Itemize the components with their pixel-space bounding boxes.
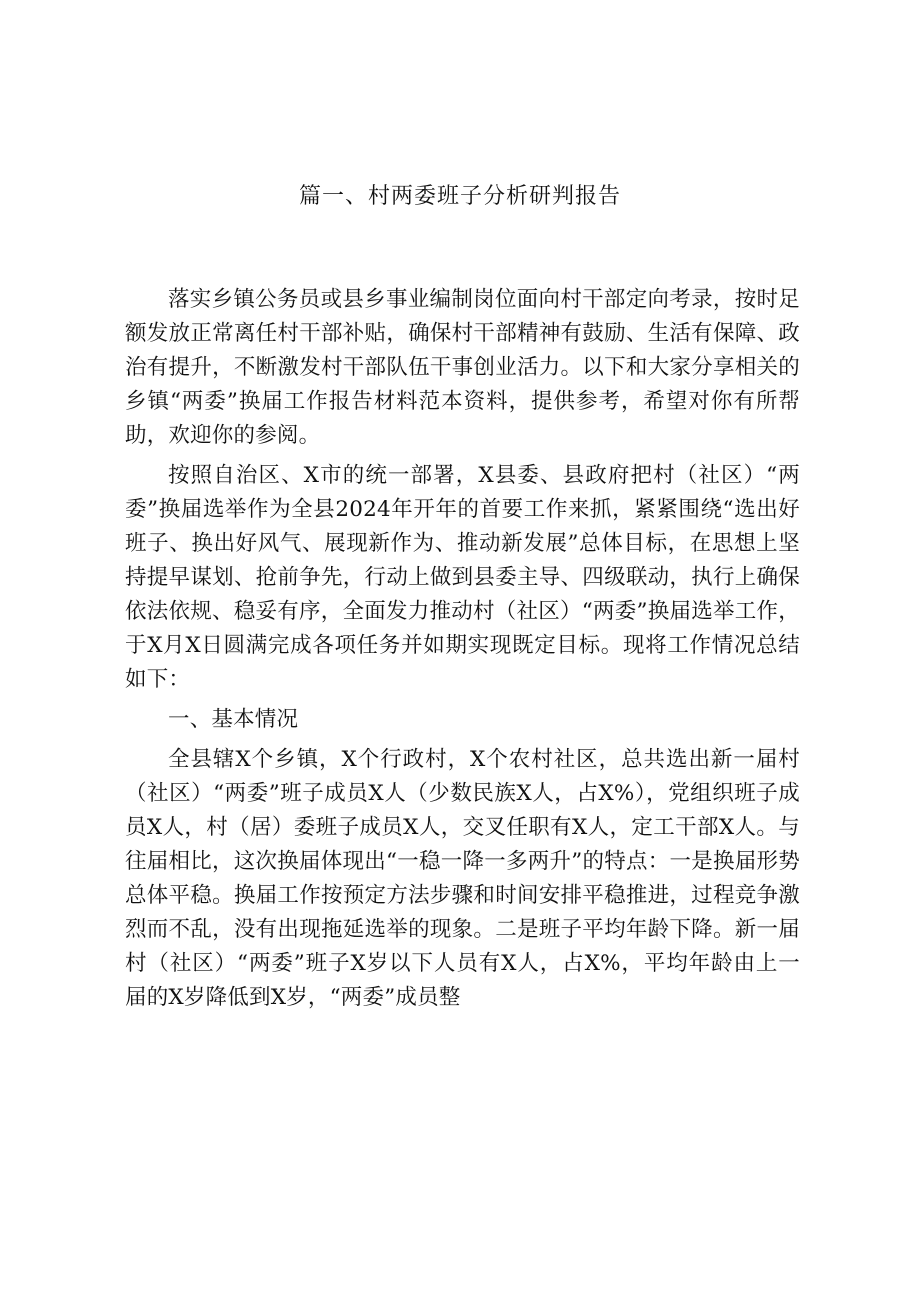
document-title: 篇一、村两委班子分析研判报告 bbox=[298, 184, 621, 209]
section-heading-basic-situation: 一、基本情况 bbox=[168, 707, 299, 732]
document-body bbox=[125, 283, 800, 1021]
basic-situation-paragraph: 全县辖X个乡镇，X个行政村，X个农村社区，总共选出新一届村（社区）“两委”班子成员X人（少数民族X人，占X%），党组织班子成员X人，村（居）委班子成员X人，交叉任职有X人，定工干部X人。与往届相比，这次换届体现出“一稳一降一多两升”的特点：一是换届形势总体平稳。换届工作按预定方法步骤和时间安排平稳推进，过程竞争激烈而不乱，没有出现拖延选举的现象。二是班子平均年龄下降。新一届村（社区）“两委”班子X岁以下人员有X人，占X%，平均年龄由上一届的X岁降低到X岁，“两委”成员整 bbox=[125, 747, 800, 1010]
overview-paragraph: 按照自治区、X市的统一部署，X县委、县政府把村（社区）“两委”换届选举作为全县2024年开年的首要工作来抓，紧紧围绕“选出好班子、换出好风气、展现新作为、推动新发展”总体目标，在思想上坚持提早谋划、抢前争先，行动上做到县委主导、四级联动，执行上确保依法依规、稳妥有序，全面发力推动村（社区）“两委”换届选举工作，于X月X日圆满完成各项任务并如期实现既定目标。现将工作情况总结如下： bbox=[125, 463, 800, 692]
intro-paragraph: 落实乡镇公务员或县乡事业编制岗位面向村干部定向考录，按时足额发放正常离任村干部补贴，确保村干部精神有鼓励、生活有保障、政治有提升，不断激发村干部队伍干事创业活力。以下和大家分享相关的乡镇“两委”换届工作报告材料范本资料，提供参考，希望对你有所帮助，欢迎你的参阅。 bbox=[125, 287, 800, 448]
